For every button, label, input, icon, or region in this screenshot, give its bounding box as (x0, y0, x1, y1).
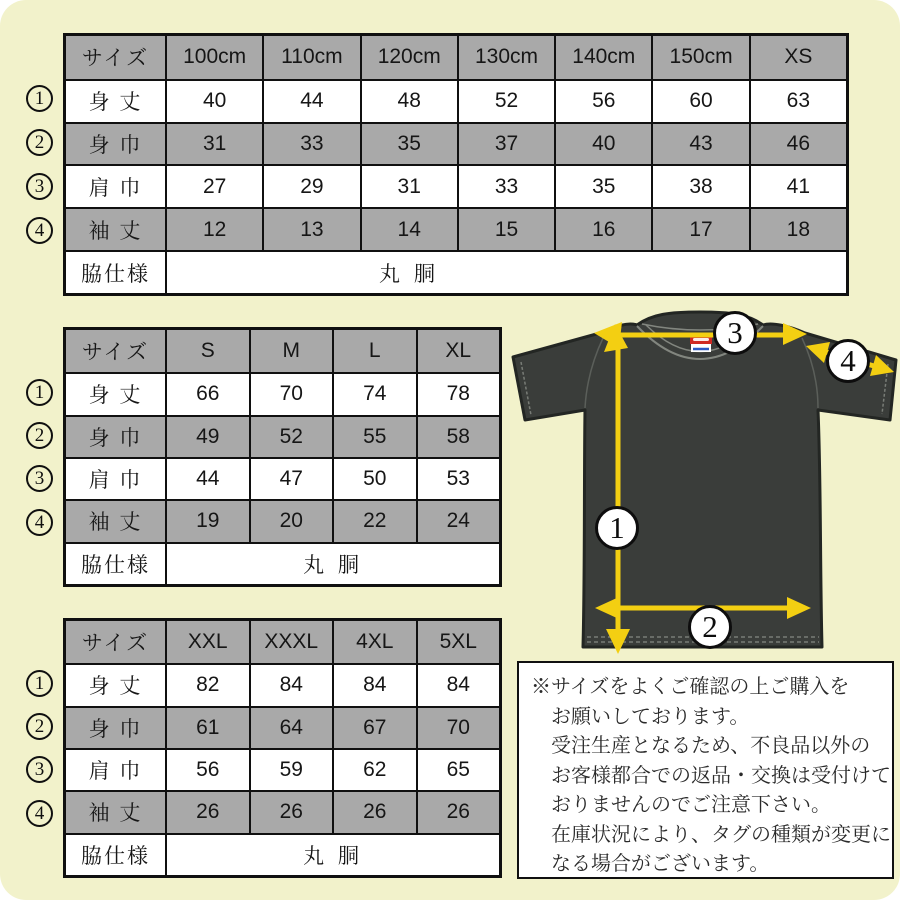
row-marker-2: 2 (26, 713, 53, 740)
value-cell: 61 (165, 706, 249, 748)
value-cell: 49 (165, 415, 249, 457)
row-marker-1: 1 (26, 670, 53, 697)
col-header-cell: XXXL (249, 621, 333, 663)
row-marker-3: 3 (26, 756, 53, 783)
value-cell: 82 (165, 663, 249, 705)
row-label: 身 丈 (66, 79, 165, 122)
value-cell: 66 (165, 372, 249, 414)
col-header-cell: 4XL (332, 621, 416, 663)
value-cell: 78 (416, 372, 500, 414)
value-cell: 70 (416, 706, 500, 748)
size-header-cell: サイズ (66, 36, 165, 79)
value-cell: 15 (457, 207, 554, 250)
notice-line: お願いしております。 (551, 705, 750, 728)
value-cell: 26 (332, 790, 416, 832)
col-header-cell: L (332, 330, 416, 372)
value-cell: 29 (262, 164, 359, 207)
value-cell: 26 (249, 790, 333, 832)
footer-value: 丸 胴 (165, 250, 846, 293)
notice-line: なる場合がございます。 (551, 853, 770, 875)
value-cell: 19 (165, 499, 249, 541)
value-cell: 31 (165, 122, 262, 165)
measure-marker-2: 2 (688, 605, 732, 649)
value-cell: 56 (165, 748, 249, 790)
value-cell: 48 (360, 79, 457, 122)
col-header-cell: 5XL (416, 621, 500, 663)
col-header-cell: 120cm (360, 36, 457, 79)
value-cell: 14 (360, 207, 457, 250)
value-cell: 16 (554, 207, 651, 250)
value-cell: 47 (249, 457, 333, 499)
value-cell: 41 (749, 164, 846, 207)
col-header-cell: 140cm (554, 36, 651, 79)
value-cell: 64 (249, 706, 333, 748)
row-label: 肩 巾 (66, 748, 165, 790)
row-marker-3: 3 (26, 465, 53, 492)
value-cell: 40 (554, 122, 651, 165)
col-header-cell: 150cm (651, 36, 748, 79)
row-label: 身 巾 (66, 415, 165, 457)
row-label: 袖 丈 (66, 207, 165, 250)
value-cell: 59 (249, 748, 333, 790)
col-header-cell: 100cm (165, 36, 262, 79)
col-header-cell: S (165, 330, 249, 372)
value-cell: 50 (332, 457, 416, 499)
value-cell: 52 (457, 79, 554, 122)
notice-line: おりませんのでご注意下さい。 (551, 794, 831, 816)
measure-marker-1: 1 (595, 506, 639, 550)
value-cell: 84 (416, 663, 500, 705)
row-label: 肩 巾 (66, 164, 165, 207)
value-cell: 26 (416, 790, 500, 832)
value-cell: 74 (332, 372, 416, 414)
value-cell: 63 (749, 79, 846, 122)
measure-marker-3: 3 (713, 311, 757, 355)
value-cell: 52 (249, 415, 333, 457)
value-cell: 55 (332, 415, 416, 457)
value-cell: 58 (416, 415, 500, 457)
row-marker-4: 4 (26, 800, 53, 827)
value-cell: 43 (651, 122, 748, 165)
notice-line: ※サイズをよくご確認の上ご購入を (531, 676, 850, 698)
notice-line: お客様都合での返品・交換は受付けて (551, 764, 891, 787)
row-marker-4: 4 (26, 509, 53, 536)
row-label: 袖 丈 (66, 499, 165, 541)
brand-tag (690, 336, 712, 352)
value-cell: 62 (332, 748, 416, 790)
value-cell: 38 (651, 164, 748, 207)
col-header-cell: 130cm (457, 36, 554, 79)
footer-label: 脇仕様 (66, 542, 165, 584)
col-header-cell: XXL (165, 621, 249, 663)
notice-box (517, 661, 894, 879)
size-header-cell: サイズ (66, 621, 165, 663)
row-marker-4: 4 (26, 217, 53, 244)
value-cell: 18 (749, 207, 846, 250)
size-header-cell: サイズ (66, 330, 165, 372)
value-cell: 46 (749, 122, 846, 165)
value-cell: 67 (332, 706, 416, 748)
row-label: 袖 丈 (66, 790, 165, 832)
size-table-xxl-5xl (63, 618, 502, 878)
value-cell: 84 (249, 663, 333, 705)
value-cell: 35 (360, 122, 457, 165)
value-cell: 24 (416, 499, 500, 541)
footer-label: 脇仕様 (66, 250, 165, 293)
row-marker-1: 1 (26, 85, 53, 112)
value-cell: 26 (165, 790, 249, 832)
col-header-cell: XL (416, 330, 500, 372)
value-cell: 44 (262, 79, 359, 122)
value-cell: 33 (457, 164, 554, 207)
row-marker-1: 1 (26, 379, 53, 406)
row-marker-3: 3 (26, 173, 53, 200)
footer-value: 丸 胴 (165, 542, 499, 584)
value-cell: 31 (360, 164, 457, 207)
row-label: 肩 巾 (66, 457, 165, 499)
notice-line: 受注生産となるため、不良品以外の (551, 735, 871, 757)
value-cell: 22 (332, 499, 416, 541)
value-cell: 13 (262, 207, 359, 250)
measure-marker-4: 4 (826, 339, 870, 383)
footer-label: 脇仕様 (66, 833, 165, 875)
row-label: 身 巾 (66, 706, 165, 748)
size-table-kids-xs (63, 33, 849, 296)
value-cell: 33 (262, 122, 359, 165)
value-cell: 65 (416, 748, 500, 790)
value-cell: 53 (416, 457, 500, 499)
col-header-cell: M (249, 330, 333, 372)
row-marker-2: 2 (26, 422, 53, 449)
footer-value: 丸 胴 (165, 833, 499, 875)
col-header-cell: XS (749, 36, 846, 79)
col-header-cell: 110cm (262, 36, 359, 79)
value-cell: 17 (651, 207, 748, 250)
value-cell: 56 (554, 79, 651, 122)
row-label: 身 巾 (66, 122, 165, 165)
notice-line: 在庫状況により、タグの種類が変更に (551, 823, 891, 846)
value-cell: 12 (165, 207, 262, 250)
value-cell: 70 (249, 372, 333, 414)
size-table-s-xl (63, 327, 502, 587)
value-cell: 27 (165, 164, 262, 207)
value-cell: 37 (457, 122, 554, 165)
row-marker-2: 2 (26, 129, 53, 156)
value-cell: 84 (332, 663, 416, 705)
value-cell: 40 (165, 79, 262, 122)
row-label: 身 丈 (66, 663, 165, 705)
value-cell: 35 (554, 164, 651, 207)
value-cell: 20 (249, 499, 333, 541)
value-cell: 44 (165, 457, 249, 499)
tshirt-measure-diagram (500, 300, 900, 665)
row-label: 身 丈 (66, 372, 165, 414)
value-cell: 60 (651, 79, 748, 122)
